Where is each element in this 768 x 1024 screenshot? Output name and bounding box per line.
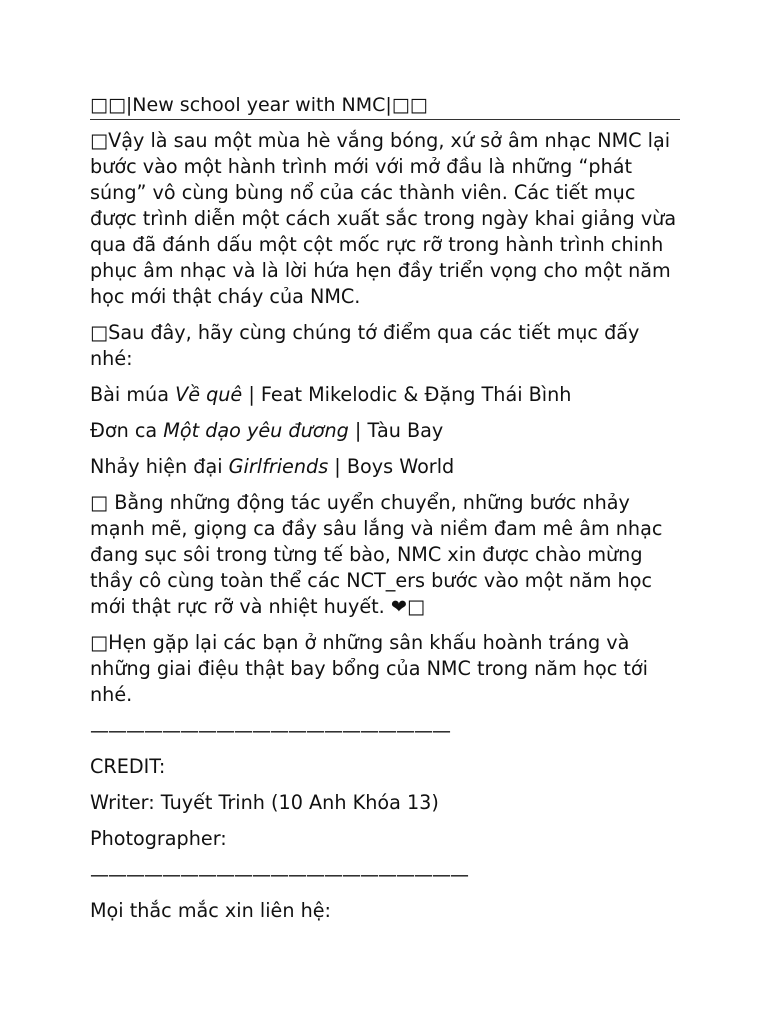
performance-type: Bài múa bbox=[90, 383, 176, 406]
missing-glyph-icon: □□ bbox=[90, 94, 126, 116]
performance-title: Girlfriends bbox=[228, 455, 329, 478]
lead-paragraph bbox=[90, 320, 680, 372]
farewell-paragraph bbox=[90, 630, 680, 708]
contact-line: Mọi thắc mắc xin liên hệ: bbox=[90, 899, 332, 922]
document-body bbox=[90, 92, 680, 934]
lead-text: Sau đây, hãy cùng chúng tớ điểm qua các tiết mục đấy nhé: bbox=[90, 321, 640, 370]
performance-type: Nhảy hiện đại bbox=[90, 455, 229, 478]
missing-glyph-icon: □ bbox=[90, 321, 109, 344]
performance-title: Về quê bbox=[175, 383, 243, 406]
missing-glyph-icon: □ bbox=[406, 595, 426, 618]
performance-title: Một dạo yêu đương bbox=[163, 419, 349, 442]
intro-text: Vậy là sau một mùa hè vắng bóng, xứ sở âm nhạc NMC lại bước vào một hành trình mới với mở đầu là những “phát súng” vô cùng bùng nổ của các thành viên. Các tiết mục được trình diễn một cách xuất sắc trong ngày khai giảng vừa qua đã đánh dấu một cột mốc rực rỡ trong hành trình chinh phục âm nhạc và là lời hứa hẹn đầy triển vọng cho một năm học mới thật cháy của NMC. bbox=[90, 129, 677, 308]
missing-glyph-icon: □ bbox=[90, 129, 109, 152]
missing-glyph-icon: □□ bbox=[391, 94, 428, 116]
closing-text: Bằng những động tác uyển chuyển, những bước nhảy mạnh mẽ, giọng ca đầy sâu lắng và niềm đam mê âm nhạc đang sục sôi trong từng tế bào, NMC xin được chào mừng thầy cô cùng toàn thể các NCT_ers bước vào một năm học mới thật rực rỡ và nhiệt huyết. bbox=[90, 491, 663, 618]
dash-divider: ————————————————————— bbox=[90, 864, 468, 886]
performance-item bbox=[90, 418, 680, 444]
performance-item bbox=[90, 382, 680, 408]
dash-divider: ———————————————————— bbox=[90, 720, 450, 742]
performance-item bbox=[90, 454, 680, 480]
closing-paragraph bbox=[90, 490, 680, 620]
performance-performers: | Boys World bbox=[328, 455, 455, 478]
post-heading bbox=[90, 92, 680, 120]
intro-paragraph bbox=[90, 128, 680, 310]
post-title: |New school year with NMC| bbox=[125, 94, 392, 116]
farewell-text: Hẹn gặp lại các bạn ở những sân khấu hoành tráng và những giai điệu thật bay bổng của NMC trong năm học tới nhé. bbox=[90, 631, 649, 706]
credit-label: CREDIT: bbox=[90, 755, 166, 778]
performance-type: Đơn ca bbox=[90, 419, 164, 442]
credit-photographer: Photographer: bbox=[90, 827, 227, 850]
performance-performers: | Tàu Bay bbox=[348, 419, 444, 442]
credit-writer: Writer: Tuyết Trinh (10 Anh Khóa 13) bbox=[90, 791, 439, 814]
missing-glyph-icon: □ bbox=[90, 491, 109, 514]
heart-icon: ❤ bbox=[390, 595, 407, 618]
performance-performers: | Feat Mikelodic & Đặng Thái Bình bbox=[242, 383, 572, 406]
missing-glyph-icon: □ bbox=[90, 631, 109, 654]
